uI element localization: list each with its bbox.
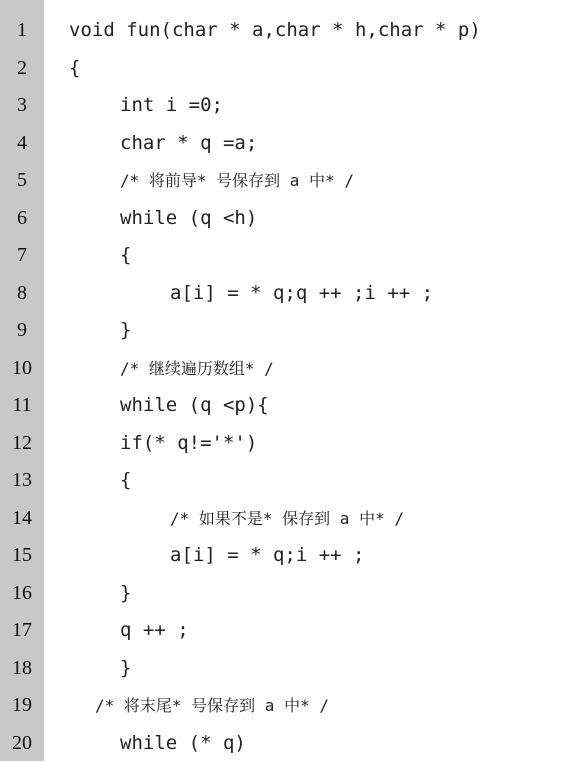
- line-number: 13: [12, 469, 32, 491]
- code-text: while (* q): [120, 731, 246, 754]
- code-line: [0, 425, 565, 463]
- code-comment: /* 继续遍历数组* /: [120, 358, 274, 378]
- code-line: [0, 612, 565, 650]
- line-number: 10: [12, 356, 32, 379]
- line-number: 4: [17, 131, 27, 154]
- code-text: {: [120, 469, 132, 491]
- code-line: [0, 87, 565, 125]
- code-text: }: [120, 319, 132, 341]
- line-number: 12: [12, 431, 32, 454]
- code-text: int i =0;: [120, 94, 223, 116]
- code-text: {: [69, 56, 81, 79]
- line-number: 15: [12, 544, 32, 566]
- code-line: [0, 50, 565, 88]
- code-line: [0, 725, 565, 763]
- line-number: 19: [12, 694, 32, 716]
- line-number: 8: [17, 281, 27, 304]
- line-number: 2: [17, 56, 27, 79]
- code-text: }: [120, 581, 132, 604]
- code-line: [0, 125, 565, 163]
- line-number: 17: [12, 619, 32, 641]
- line-number: 16: [12, 581, 32, 604]
- code-line: [0, 350, 565, 388]
- line-number: 5: [17, 169, 27, 191]
- code-comment: /* 将前导* 号保存到 a 中* /: [120, 171, 354, 190]
- code-text: char * q =a;: [120, 131, 258, 154]
- code-comment: /* 如果不是* 保存到 a 中* /: [170, 508, 404, 528]
- code-text: while (q <h): [120, 206, 258, 229]
- line-number: 18: [12, 656, 32, 679]
- code-text: if(* q!='*'): [120, 431, 258, 454]
- code-line: [0, 312, 565, 350]
- code-line: [0, 650, 565, 688]
- line-number: 14: [12, 506, 32, 529]
- code-line: [0, 12, 565, 50]
- line-number: 20: [12, 731, 32, 754]
- line-number: 1: [17, 19, 27, 41]
- code-line: [0, 275, 565, 313]
- code-line: [0, 237, 565, 275]
- code-line: [0, 387, 565, 425]
- code-comment: /* 将末尾* 号保存到 a 中* /: [95, 696, 329, 715]
- code-text: }: [120, 656, 132, 679]
- line-number: 9: [17, 319, 27, 341]
- code-line: [0, 162, 565, 200]
- code-line: [0, 500, 565, 538]
- code-line: [0, 462, 565, 500]
- code-text: void fun(char * a,char * h,char * p): [69, 19, 481, 41]
- code-line: [0, 687, 565, 725]
- code-text: a[i] = * q;q ++ ;i ++ ;: [170, 281, 434, 304]
- code-line: [0, 200, 565, 238]
- code-text: {: [120, 244, 132, 266]
- line-number: 6: [17, 206, 27, 229]
- line-number: 3: [17, 94, 27, 116]
- code-line: [0, 575, 565, 613]
- code-text: while (q <p){: [120, 394, 269, 416]
- code-text: q ++ ;: [120, 619, 189, 641]
- line-number: 11: [12, 394, 32, 416]
- line-number: 7: [17, 244, 27, 266]
- code-text: a[i] = * q;i ++ ;: [170, 544, 365, 566]
- code-line: [0, 537, 565, 575]
